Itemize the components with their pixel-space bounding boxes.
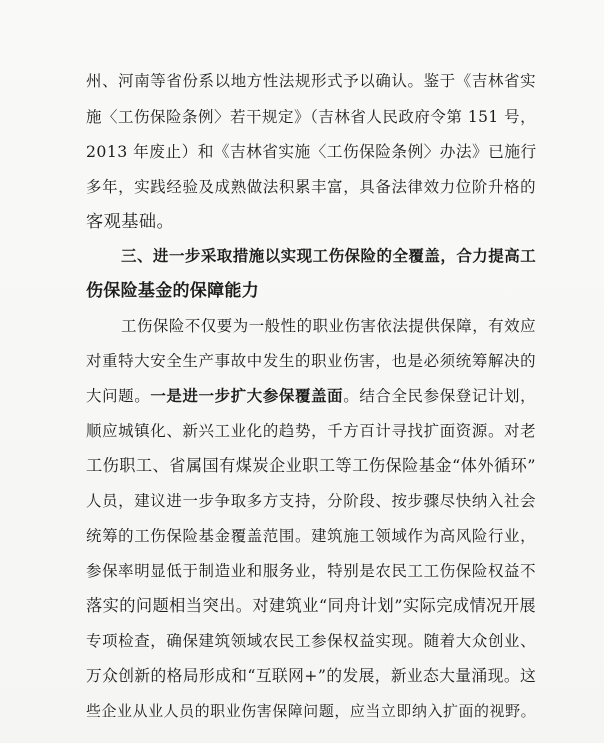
paragraph-1-line-1: 州、河南等省份系以地方性法规形式予以确认。鉴于《吉林省实 [86, 72, 536, 90]
section-heading-line-1: 三、进一步采取措施以实现工伤保险的全覆盖，合力提高工 [121, 247, 536, 265]
paragraph-2-line-5: 工伤职工、省属国有煤炭企业职工等工伤保险基金“体外循环” [86, 456, 537, 475]
paragraph-1-line-2: 施〈工伤保险条例〉若干规定》（吉林省人民政府令第 151 号， [86, 108, 536, 126]
paragraph-2-line-6: 人员，建议进一步争取多方支持，分阶段、按步骤尽快纳入社会 [86, 492, 536, 510]
section-heading-line-2: 伤保险基金的保障能力 [86, 281, 259, 301]
paragraph-2-line-1: 工伤保险不仅要为一般性的职业伤害依法提供保障，有效应 [121, 317, 536, 335]
paragraph-2-line-9: 落实的问题相当突出。对建筑业“同舟计划”实际完成情况开展 [86, 596, 537, 615]
emphasis-expand-coverage: 一是进一步扩大参保覆盖面 [150, 387, 344, 405]
paragraph-1-line-3: 2013 年废止）和《吉林省实施〈工伤保险条例〉办法》已施行 [86, 142, 537, 161]
paragraph-2-line-12: 些企业从业人员的职业伤害保障问题，应当立即纳入扩面的视野。 [86, 702, 536, 720]
paragraph-2-line-2: 对重特大安全生产事故中发生的职业伤害，也是必须统筹解决的 [86, 352, 536, 370]
paragraph-2-line-3 [86, 385, 536, 407]
paragraph-2-line-7: 统筹的工伤保险基金覆盖范围。建筑施工领域作为高风险行业， [86, 527, 536, 545]
paragraph-2-line-10: 专项检查，确保建筑领域农民工参保权益实现。随着大众创业、 [86, 632, 536, 650]
paragraph-2-line-4: 顺应城镇化、新兴工业化的趋势，千方百计寻找扩面资源。对老 [86, 422, 536, 440]
paragraph-2-line-3-suffix: 。结合全民参保登记计划， [343, 387, 536, 405]
paragraph-2-line-3-prefix: 大问题。 [86, 387, 151, 405]
paragraph-2-line-11: 万众创新的格局形成和“互联网+”的发展，新业态大量涌现。这 [86, 666, 537, 685]
paragraph-1-line-4: 多年，实践经验及成熟做法积累丰富，具备法律效力位阶升格的 [86, 178, 536, 196]
paragraph-2-line-8: 参保率明显低于制造业和服务业，特别是农民工工伤保险权益不 [86, 562, 536, 580]
paragraph-1-line-5: 客观基础。 [86, 212, 175, 232]
